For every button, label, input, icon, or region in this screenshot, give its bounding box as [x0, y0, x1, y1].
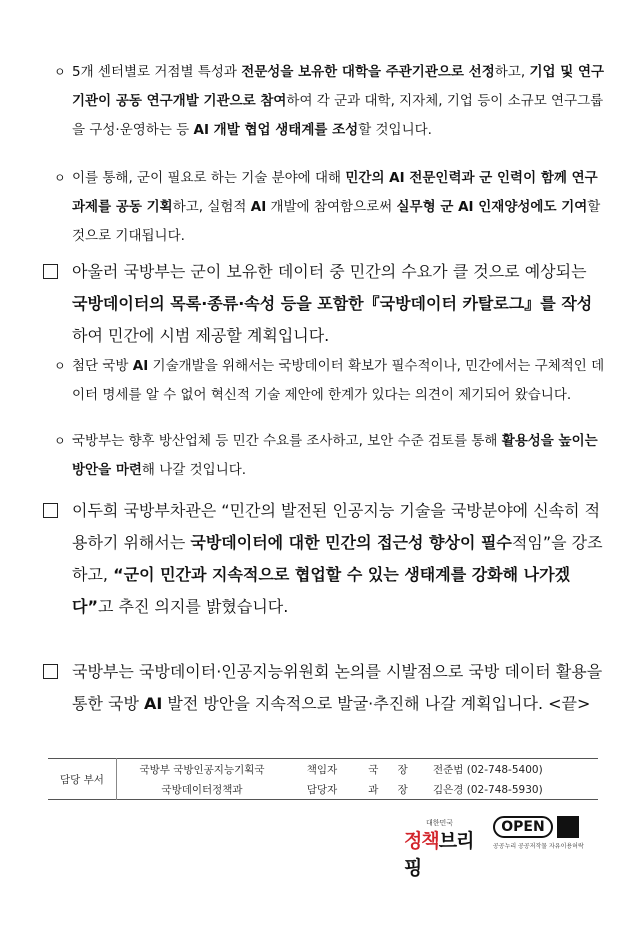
circle-bullet-icon: ㅇ — [54, 171, 66, 185]
bullet-text: 이를 통해, 군이 필요로 하는 기술 분야에 대해 민간의 AI 전문인력과 군 인력이 함께 연구과제를 공동 기획하고, 실험적 AI 개발에 참여함으로써 실무형 군 AI 인재양성에도 기여할 것으로 기대됩니다. — [72, 170, 601, 244]
checkbox-square-icon — [43, 503, 58, 518]
paragraph-text: 아울러 국방부는 군이 보유한 데이터 중 민간의 수요가 클 것으로 예상되는 국방데이터의 목록·종류·속성 등을 포함한『국방데이터 카탈로그』를 작성하여 민간에 시범 제공할 계획입니다. — [72, 262, 593, 345]
circle-bullet-icon: ㅇ — [54, 359, 66, 373]
table-row — [48, 759, 598, 780]
open-license-logo — [493, 816, 591, 852]
name-phone-cell: 김은경 (02-748-5930) — [433, 783, 543, 796]
position-cell: 과 장 — [368, 783, 416, 796]
name-phone-cell: 전준범 (02-748-5400) — [433, 763, 543, 776]
checkbox-square-icon — [43, 664, 58, 679]
bullet-text: 5개 센터별로 거점별 특성과 전문성을 보유한 대학을 주관기관으로 선정하고, 기업 및 연구기관이 공동 연구개발 기관으로 참여하여 각 군과 대학, 지자체, 기업 등이 소규모 연구그룹을 구성·운영하는 등 AI 개발 협업 생태계를 조성할 것입니다. — [72, 64, 605, 138]
bullet-item — [54, 164, 607, 251]
open-badge: OPEN — [493, 816, 553, 838]
bullet-item — [54, 427, 607, 485]
role-cell: 책임자 — [306, 763, 338, 776]
contact-table — [48, 758, 598, 800]
bullet-text: 첨단 국방 AI 기술개발을 위해서는 국방데이터 확보가 필수적이나, 민간에서는 구체적인 데이터 명세를 알 수 없어 혁신적 기술 제안에 한계가 있다는 의견이 제기되어 왔습니다. — [72, 358, 605, 403]
license-type-icon — [557, 816, 579, 838]
circle-bullet-icon: ㅇ — [54, 434, 66, 448]
bullet-text: 국방부는 향후 방산업체 등 민간 수요를 조사하고, 보안 수준 검토를 통해 활용성을 높이는 방안을 마련해 나갈 것입니다. — [72, 433, 598, 478]
org-cell: 국방부 국방인공지능기획국 — [139, 763, 265, 776]
bullet-item — [54, 352, 607, 410]
dept-label: 담당 부서 — [48, 759, 117, 800]
main-paragraph — [72, 495, 607, 623]
open-license-caption: 공공누리 공공저작물 자유이용허락 — [493, 843, 584, 850]
circle-bullet-icon: ㅇ — [54, 65, 66, 79]
position-cell: 국 장 — [368, 763, 416, 776]
checkbox-square-icon — [43, 264, 58, 279]
role-cell: 담당자 — [306, 783, 338, 796]
policy-briefing-logo — [404, 818, 480, 879]
logo-big-text — [404, 826, 480, 880]
logo-small-text: 대한민국 — [426, 819, 454, 827]
bullet-item — [54, 58, 607, 145]
logo-red-text: 정책 — [404, 830, 439, 852]
paragraph-text: 국방부는 국방데이터·인공지능위원회 논의를 시발점으로 국방 데이터 활용을 통한 국방 AI 발전 방안을 지속적으로 발굴·추진해 나갈 계획입니다. <끝> — [72, 662, 603, 713]
org-cell: 국방데이터정책과 — [161, 783, 243, 796]
main-paragraph — [72, 656, 607, 720]
table-row — [48, 779, 598, 800]
logo-black-text: 브리핑 — [404, 830, 474, 879]
main-paragraph — [72, 256, 607, 352]
paragraph-text: 이두희 국방부차관은 “민간의 발전된 인공지능 기술을 국방분야에 신속히 적용하기 위해서는 국방데이터에 대한 민간의 접근성 향상이 필수적임”을 강조하고, “군이 민간과 지속적으로 협업할 수 있는 생태계를 강화해 나가겠다”고 추진 의지를 밝혔습니다. — [72, 501, 603, 616]
